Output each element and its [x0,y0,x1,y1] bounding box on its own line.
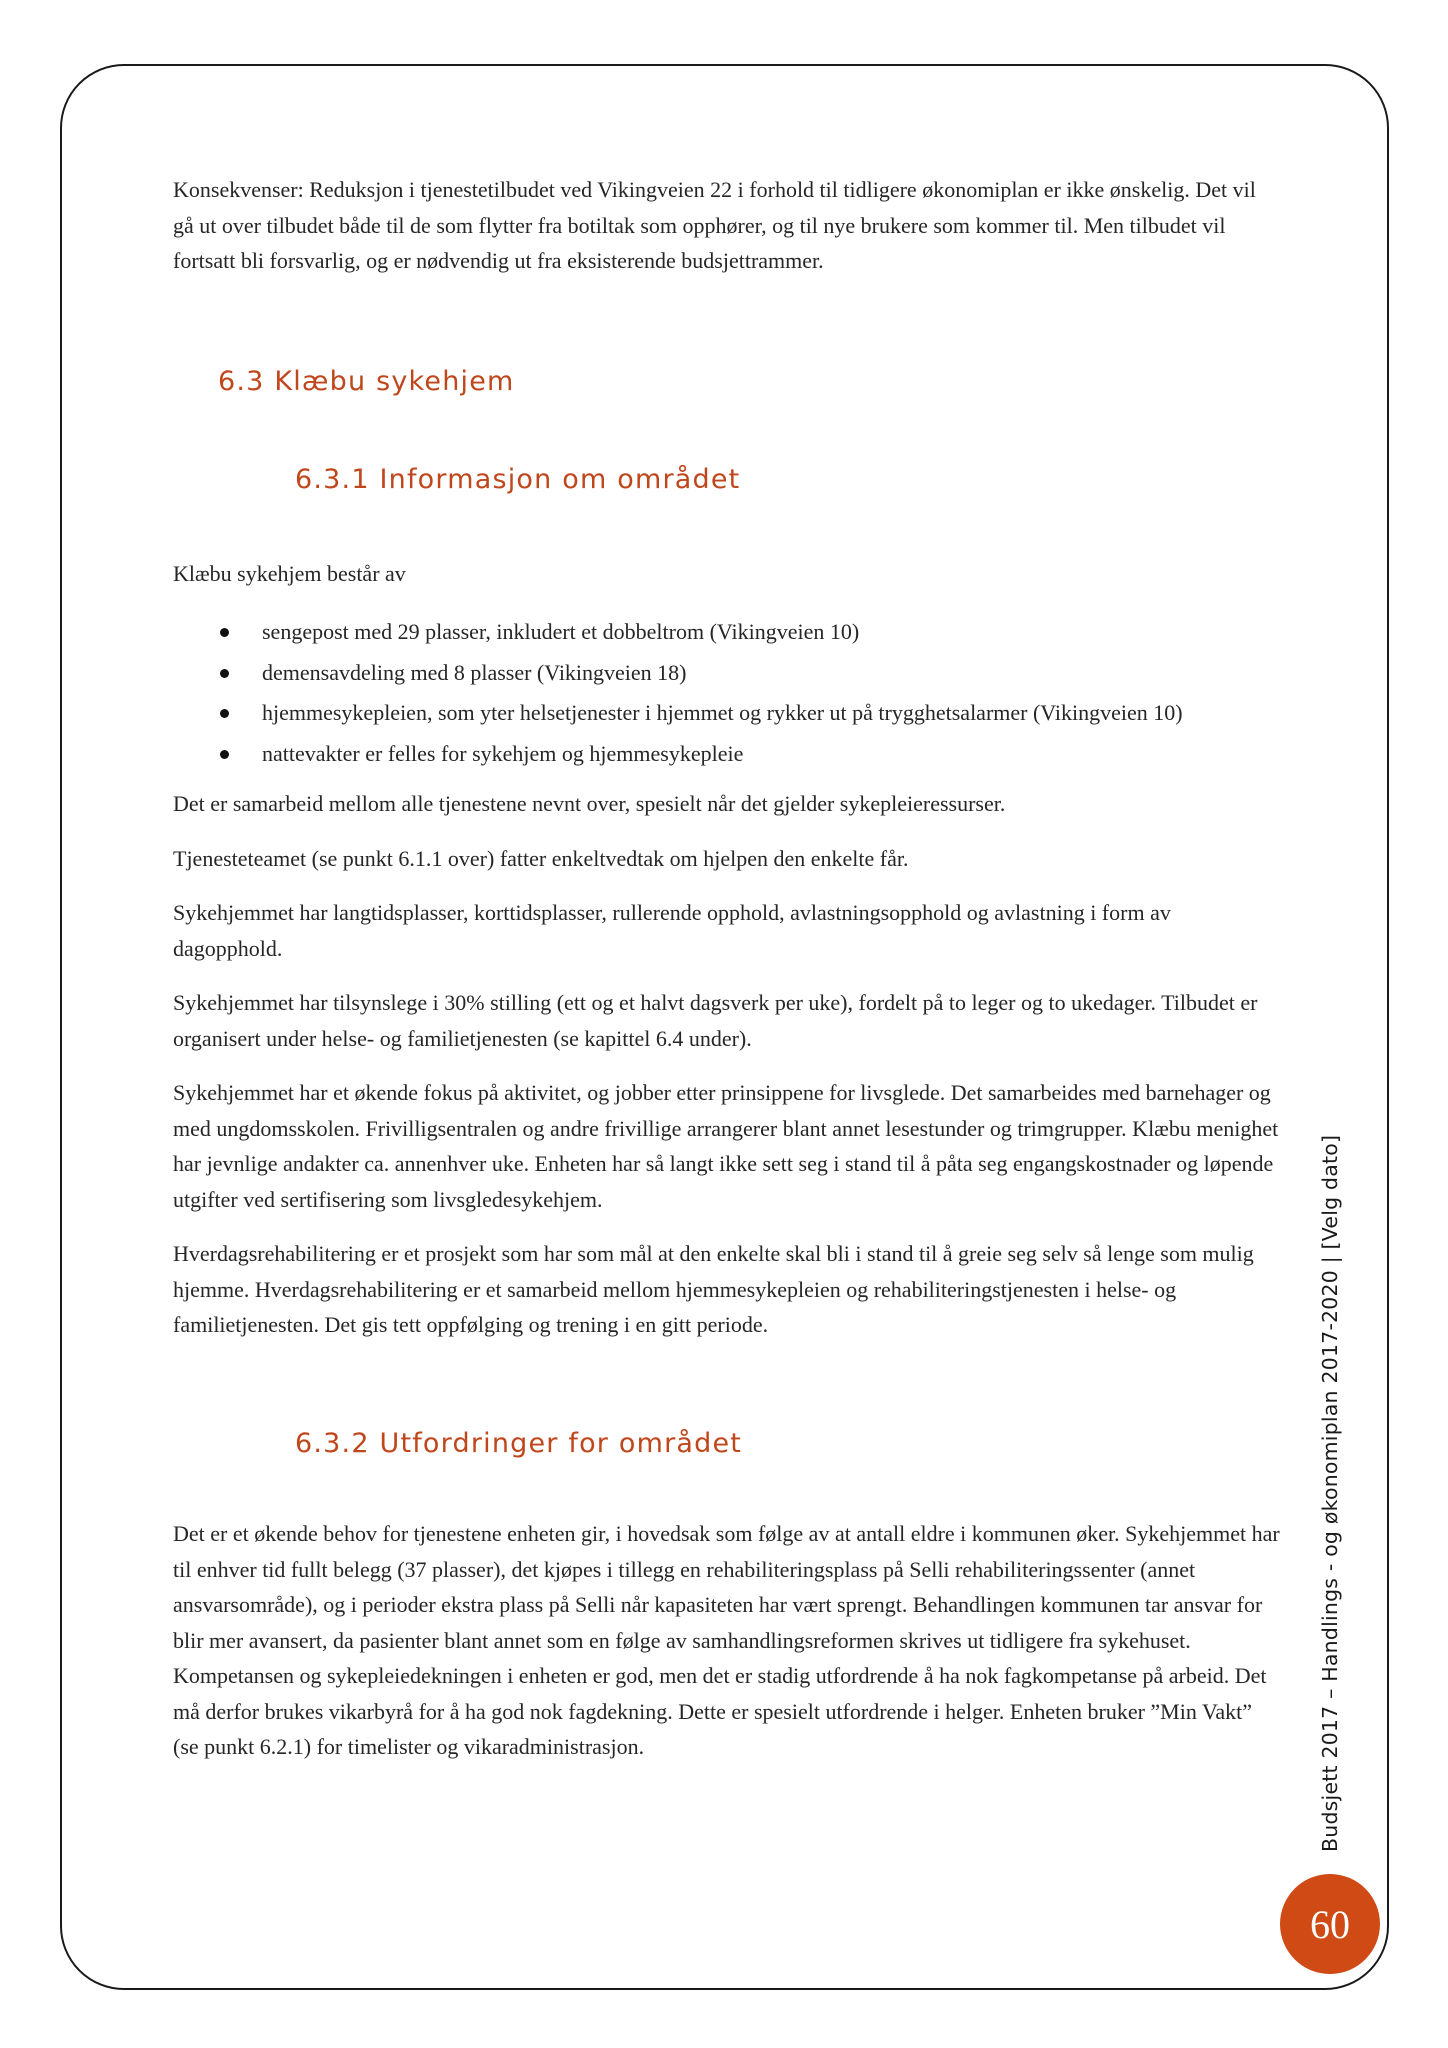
subsection-heading-challenges: 6.3.2 Utfordringer for området [295,1428,743,1459]
info-paragraphs [173,786,1280,1362]
paragraph: Hverdagsrehabilitering er et prosjekt som har som mål at den enkelte skal bli i stand til å greie seg selv så lenge som mulig hjemme. Hverdagsrehabilitering er et samarbeid mellom hjemmesykepleien og rehabiliteringstjenesten i helse- og familietjenesten. Det gis tett oppfølging og trening i en gitt periode. [173,1241,1254,1337]
section-title: 6.3 Klæbu sykehjem [218,366,515,397]
paragraph: Sykehjemmet har tilsynslege i 30% stilling (ett og et halvt dagsverk per uke), fordelt på to leger og to ukedager. Tilbudet er organisert under helse- og familietjenesten (se kapittel 6.4 under). [173,990,1258,1051]
list-item: demensavdeling med 8 plasser (Vikingveien 18) [173,653,1280,694]
list-item: hjemmesykepleien, som yter helsetjenester i hjemmet og rykker ut på trygghetsalarmer (Vikingveien 10) [173,693,1280,734]
info-lead: Klæbu sykehjem består av [173,561,406,586]
info-lead-block [173,556,1280,611]
challenges-block [173,1516,1280,1784]
paragraph: Tjenesteteamet (se punkt 6.1.1 over) fatter enkeltvedtak om hjelpen den enkelte får. [173,845,909,871]
subsection-heading-info: 6.3.1 Informasjon om området [295,464,741,495]
page-number-badge: 60 [1280,1874,1380,1974]
list-item: sengepost med 29 plasser, inkludert et dobbeltrom (Vikingveien 10) [173,612,1280,653]
paragraph: Sykehjemmet har langtidsplasser, korttidsplasser, rullerende opphold, avlastningsopphold og avlastning i form av dagopphold. [173,900,1171,961]
list-item: nattevakter er felles for sykehjem og hjemmesykepleie [173,734,1280,775]
intro-block [173,172,1280,298]
services-list [173,612,1280,774]
running-sidebar-text: Budsjett 2017 – Handlings - og økonomiplan 2017-2020 | [Velg dato] [1318,1134,1342,1852]
paragraph: Det er et økende behov for tjenestene enheten gir, i hovedsak som følge av at antall eldre i kommunen øker. Sykehjemmet har til enhver tid fullt belegg (37 plasser), det kjøpes i tillegg en rehabiliteringsplass på Selli rehabiliteringssenter (annet ansvarsområde), og i perioder ekstra plass på Selli når kapasiteten har vært sprengt. Behandlingen kommunen tar ansvar for blir mer avansert, da pasienter blant annet som en følge av samhandlingsreformen skrives ut tidligere fra sykehuset. Kompetansen og sykepleiedekningen i enheten er god, men det er stadig utfordrende å ha nok fagkompetanse på arbeid. Det må derfor brukes vikarbyrå for å ha god nok fagdekning. Dette er spesielt utfordrende i helger. Enheten bruker ”Min Vakt” (se punkt 6.2.1) for timelister og vikaradministrasjon. [173,1521,1280,1759]
consequences-paragraph: Konsekvenser: Reduksjon i tjenestetilbudet ved Vikingveien 22 i forhold til tidligere økonomiplan er ikke ønskelig. Det vil gå ut over tilbudet både til de som flytter fra botiltak som opphører, og til nye brukere som kommer til. Men tilbudet vil fortsatt bli forsvarlig, og er nødvendig ut fra eksisterende budsjettrammer. [173,177,1256,273]
paragraph: Det er samarbeid mellom alle tjenestene nevnt over, spesielt når det gjelder sykepleieressurser. [173,791,1006,816]
paragraph: Sykehjemmet har et økende fokus på aktivitet, og jobber etter prinsippene for livsglede. Det samarbeides med barnehager og med ungdomsskolen. Frivilligsentralen og andre frivillige arrangerer blant annet lesestunder og trimgrupper. Klæbu menighet har jevnlige andakter ca. annenhver uke. Enheten har så langt ikke sett seg i stand til å påta seg engangskostnader og løpende utgifter ved sertifisering som livsgledesykehjem. [173,1080,1279,1212]
